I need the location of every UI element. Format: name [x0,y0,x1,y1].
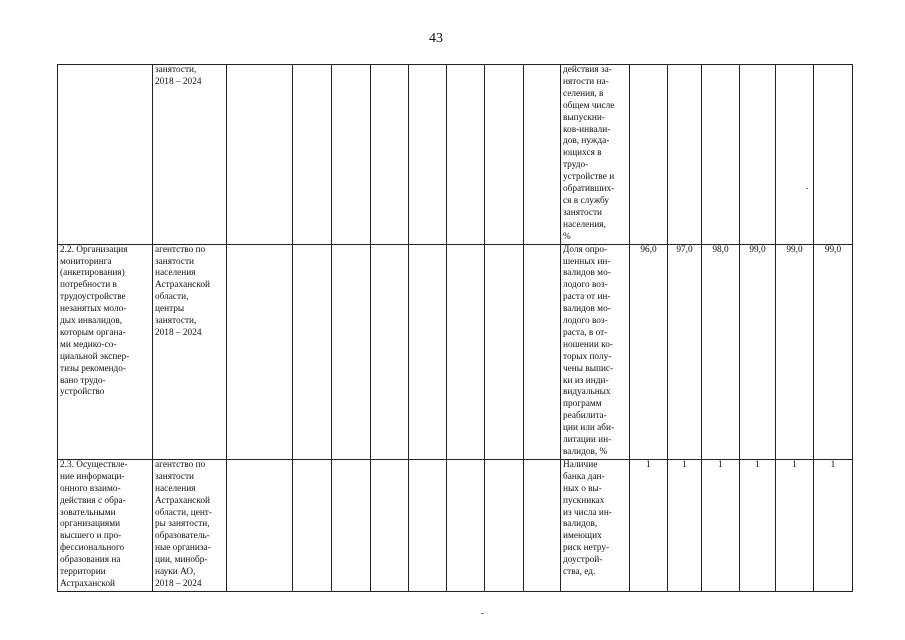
value-cell-2022: 1 [740,459,776,591]
empty-cell [332,244,371,459]
table-row [58,459,853,591]
empty-cell [371,65,409,245]
table-row [58,65,853,245]
value-cell-2019: 96,0 [630,244,668,459]
empty-cell [409,459,447,591]
empty-cell [447,459,485,591]
value-cell-2021 [702,65,740,245]
value-cell-2022: 99,0 [740,244,776,459]
value-cell-2021: 98,0 [702,244,740,459]
program-measures-table [57,64,853,592]
empty-cell [524,65,561,245]
measure-cell: 2.2. Организация мониторинга (анкетирования) потребности в трудоустройстве незанятых моло- дых инвалидов, которым органа- ми медико-со- циальной экспер- тизы рекомендо- вано трудо- устройство [58,244,153,459]
empty-cell [409,244,447,459]
indicator-cell: Наличие банка дан- ных о вы- пускниках из числа ин- валидов, имеющих риск нетру- доустрой- ства, ед. [561,459,630,591]
empty-cell [293,244,332,459]
empty-cell [332,459,371,591]
empty-cell [485,244,524,459]
value-cell-2023 [776,65,814,245]
page-number: 43 [429,31,443,46]
value-cell-2020: 1 [668,459,702,591]
empty-cell [227,65,293,245]
empty-cell [485,65,524,245]
empty-cell [485,459,524,591]
indicator-cell: действия за- нятости на- селения, в общем числе выпускни- ков-инвали- дов, нужда- ющихся в трудо- устройстве и обратившиx- ся в службу занятости населения, % [561,65,630,245]
value-cell-2024: 1 [814,459,853,591]
empty-cell [524,459,561,591]
value-cell-2024: 99,0 [814,244,853,459]
executor-cell: агентство по занятости населения Астраханской области, цент- ры занятости, образователь- ные организа- ции, минобр- науки АО, 2018 – 2024 [153,459,227,591]
empty-cell [447,65,485,245]
empty-cell [524,244,561,459]
value-cell-2022 [740,65,776,245]
value-cell-2020: 97,0 [668,244,702,459]
table-row [58,244,853,459]
value-cell-2020 [668,65,702,245]
measure-cell [58,65,153,245]
executor-cell: агентство по занятости населения Астраханской области, центры занятости, 2018 – 2024 [153,244,227,459]
measure-cell: 2.3. Осуществле- ние информаци- онного взаимо- действия с обра- зовательными организациями высшего и про- фессионального образования на территории Астраханской [58,459,153,591]
scan-speck [806,188,808,189]
empty-cell [227,459,293,591]
executor-cell: занятости, 2018 – 2024 [153,65,227,245]
empty-cell [227,244,293,459]
value-cell-2023: 99,0 [776,244,814,459]
empty-cell [447,244,485,459]
value-cell-2023: 1 [776,459,814,591]
empty-cell [293,459,332,591]
empty-cell [371,244,409,459]
value-cell-2024 [814,65,853,245]
empty-cell [332,65,371,245]
value-cell-2019 [630,65,668,245]
value-cell-2019: 1 [630,459,668,591]
indicator-cell: Доля опро- шенных ин- валидов мо- лодого воз- раста от ин- валидов мо- лодого воз- раста, в от- ношении ко- торых полу- чены выпис- ки из инди- видуальных программ реабилита- ции или аби- литации ин- валидов, % [561,244,630,459]
scan-speck [481,613,484,614]
empty-cell [293,65,332,245]
value-cell-2021: 1 [702,459,740,591]
empty-cell [409,65,447,245]
empty-cell [371,459,409,591]
